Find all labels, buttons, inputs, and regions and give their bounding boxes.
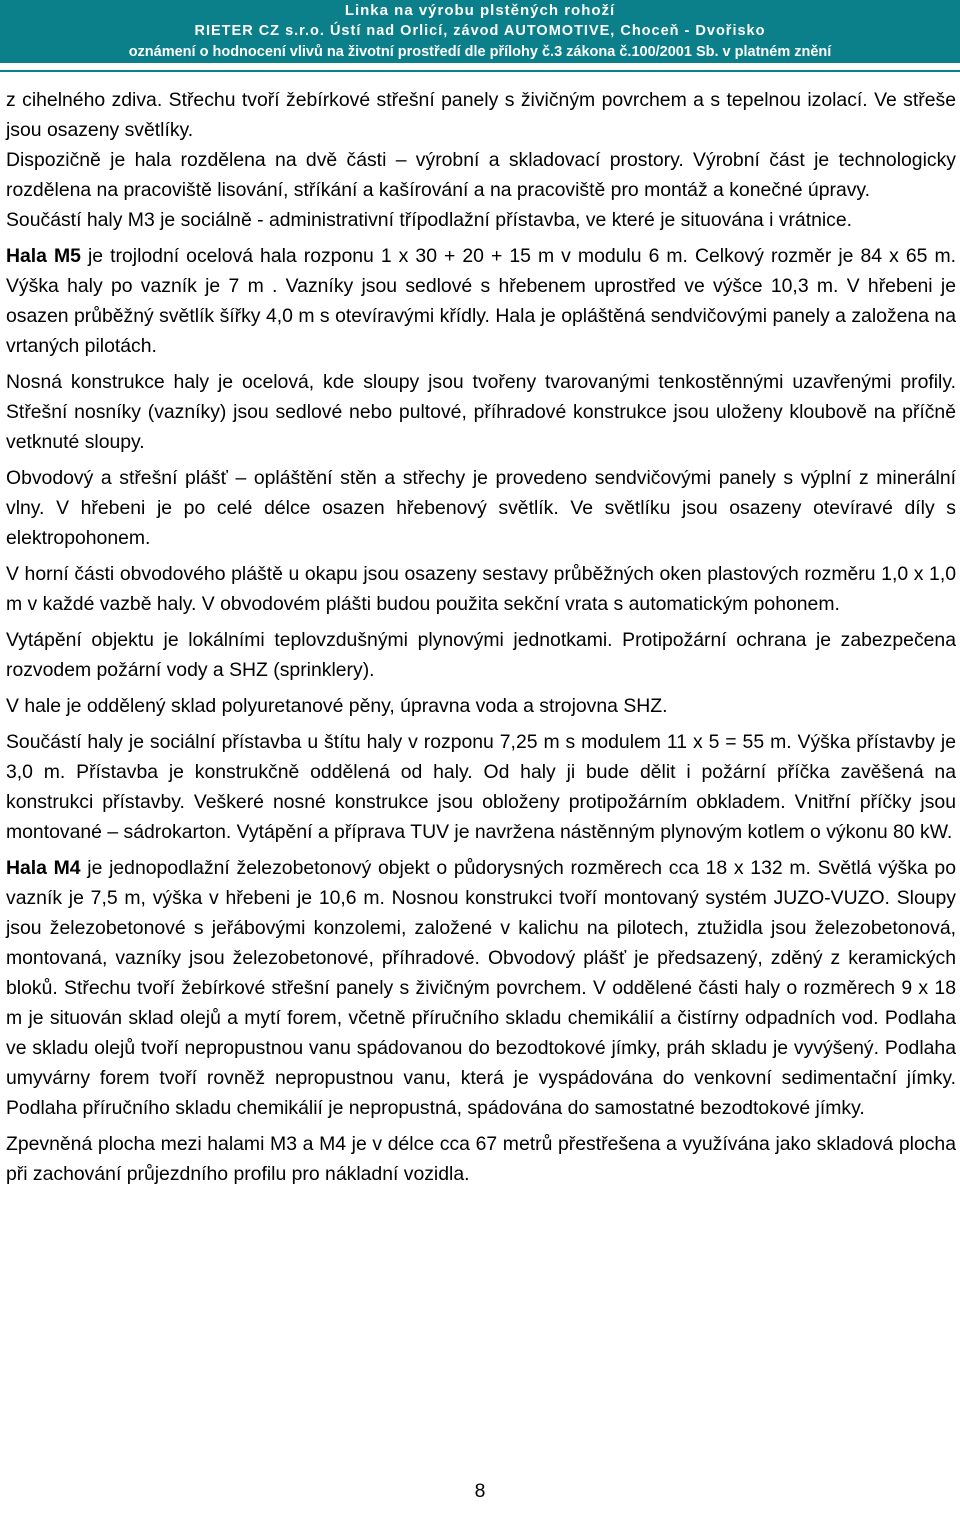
paragraph-3: Součástí haly M3 je sociálně - administrativní třípodlažní přístavba, ve které je situována i vrátnice.	[6, 209, 853, 231]
paragraph-9: V hale je oddělený sklad polyuretanové pěny, úpravna voda a strojovna SHZ.	[6, 695, 668, 717]
paragraph-8: Vytápění objektu je lokálními teplovzdušnými plynovými jednotkami. Protipožární ochrana je zabezpečena rozvodem požární vody a SHZ (sprinklery).	[6, 629, 956, 681]
document-body	[6, 85, 956, 1195]
paragraph-1: z cihelného zdiva. Střechu tvoří žebírkové střešní panely s živičným povrchem a s tepelnou izolací. Ve střeše jsou osazeny světlíky.	[6, 89, 956, 141]
header-divider	[0, 70, 960, 72]
paragraph-12: Zpevněná plocha mezi halami M3 a M4 je v délce cca 67 metrů přestřešena a využívána jako skladová plocha při zachování průjezdního profilu pro nákladní vozidla.	[6, 1133, 956, 1185]
header-project-title: Linka na výrobu plstěných rohoží	[0, 0, 960, 21]
paragraph-6: Obvodový a střešní plášť – opláštění stěn a střechy je provedeno sendvičovými panely s výplní z minerální vlny. V hřebeni je po celé délce osazen hřebenový světlík. Ve světlíku jsou osazeny otevíravé díly s elektropohonem.	[6, 467, 956, 549]
paragraph-hala-m4	[6, 853, 956, 1123]
paragraph-10: Součástí haly je sociální přístavba u štítu haly v rozponu 7,25 m s modulem 11 x 5 = 55 m. Výška přístavby je 3,0 m. Přístavba je konstrukčně oddělená od haly. Od haly ji bude dělit i požární příčka zavěšená na konstrukci přístavby. Veškeré nosné konstrukce jsou obloženy protipožárním obkladem. Vnitřní příčky jsou montované – sádrokarton. Vytápění a příprava TUV je navržena nástěnným plynovým kotlem o výkonu 80 kW.	[6, 731, 956, 843]
hala-m5-text: je trojlodní ocelová hala rozponu 1 x 30 + 20 + 15 m v modulu 6 m. Celkový rozměr je 84 x 65 m. Výška haly po vazník je 7 m . Vazníky jsou sedlové s hřebenem uprostřed ve výšce 10,3 m. V hřebeni je osazen průběžný světlík šířky 4,0 m s otevíravými křídly. Hala je opláštěná sendvičovými panely a založena na vrtaných pilotách.	[6, 245, 956, 357]
hala-m4-text: je jednopodlažní železobetonový objekt o půdorysných rozměrech cca 18 x 132 m. Světlá výška po vazník je 7,5 m, výška v hřebeni je 10,6 m. Nosnou konstrukci tvoří montovaný systém JUZO-VUZO. Sloupy jsou železobetonové s jeřábovými konzolemi, založené v kalichu na pilotech, ztužidla jsou železobetonová, montovaná, vazníky jsou železobetonové, příhradové. Obvodový plášť je předsazený, zděný z keramických bloků. Střechu tvoří žebírkové střešní panely s živičným povrchem. V oddělené části haly o rozměrech 9 x 18 m je situován sklad olejů a mytí forem, včetně příručního skladu chemikálií a čistírny odpadních vod. Podlaha ve skladu olejů tvoří nepropustnou vanu spádovanou do bezodtokové jímky, práh skladu je vyvýšený. Podlaha umyvárny forem tvoří rovněž nepropustnou vanu, která je vyspádována do venkovní sedimentační jímky. Podlaha příručního skladu chemikálií je nepropustná, spádována do samostatné bezodtokové jímky.	[6, 857, 956, 1119]
hala-m4-label: Hala M4	[6, 857, 81, 879]
paragraph-2: Dispozičně je hala rozdělena na dvě části – výrobní a skladovací prostory. Výrobní část je technologicky rozdělena na pracoviště lisování, stříkání a kašírování a na pracoviště pro montáž a konečné úpravy.	[6, 149, 956, 201]
page-number: 8	[474, 1480, 486, 1502]
header-company: RIETER CZ s.r.o. Ústí nad Orlicí, závod AUTOMOTIVE, Choceň - Dvořisko	[0, 21, 960, 42]
paragraph-7: V horní části obvodového pláště u okapu jsou osazeny sestavy průběžných oken plastových rozměru 1,0 x 1,0 m v každé vazbě haly. V obvodovém plášti budou použita sekční vrata s automatickým pohonem.	[6, 563, 956, 615]
paragraph-hala-m5	[6, 241, 956, 361]
header-document-type: oznámení o hodnocení vlivů na životní prostředí dle přílohy č.3 zákona č.100/2001 Sb. v platném znění	[0, 42, 960, 63]
page-header	[0, 0, 960, 80]
hala-m5-label: Hala M5	[6, 245, 81, 267]
paragraph-5: Nosná konstrukce haly je ocelová, kde sloupy jsou tvořeny tvarovanými tenkostěnnými uzavřenými profily. Střešní nosníky (vazníky) jsou sedlové nebo pultové, příhradové konstrukce jsou uloženy kloubově na příčně vetknuté sloupy.	[6, 371, 956, 453]
